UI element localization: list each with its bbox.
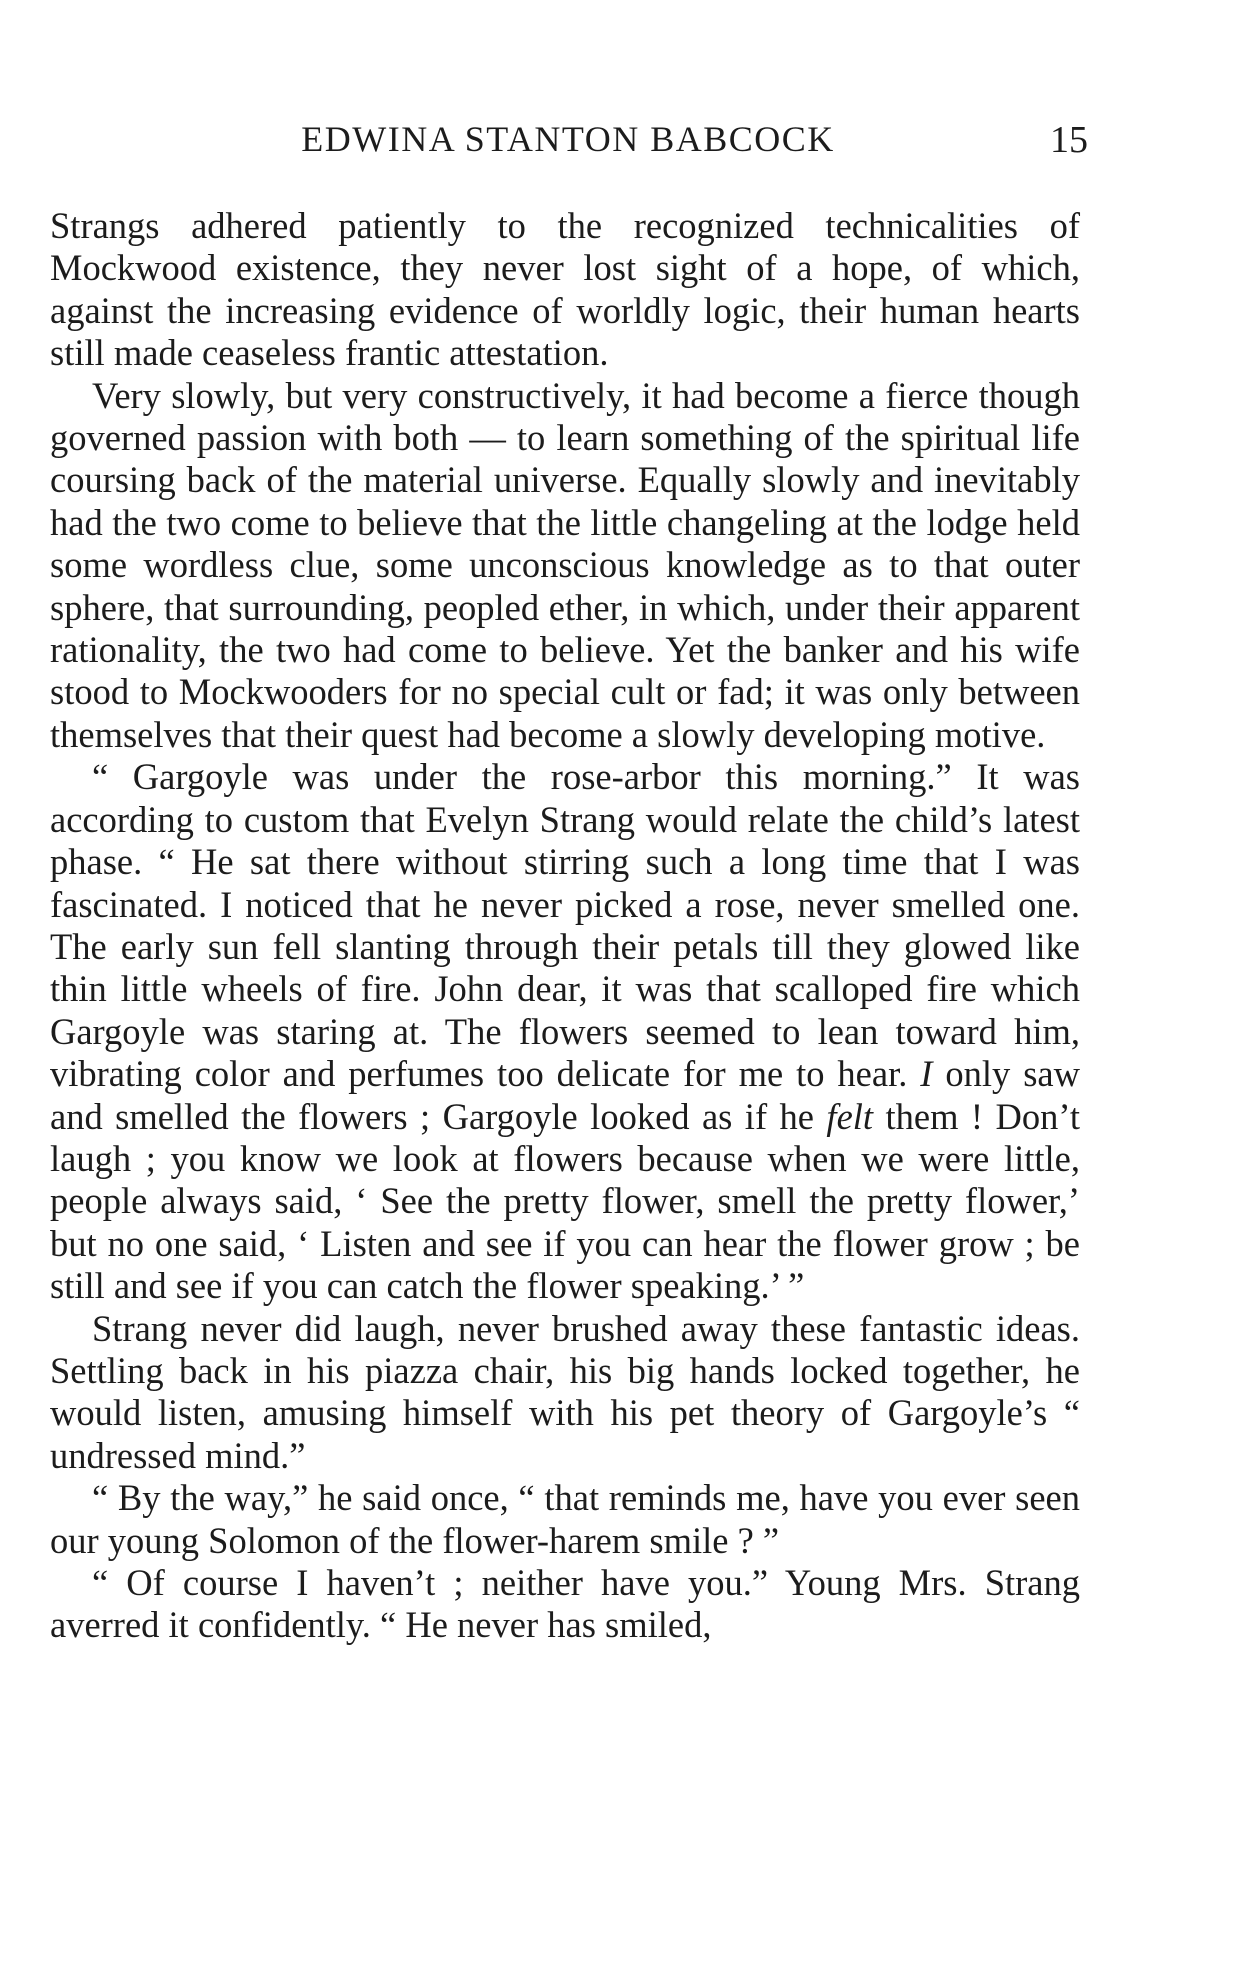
paragraph-text: “ By the way,” he said once, “ that reminds me, have you ever seen our young Solomon of the flower-harem smile ? ”	[50, 1477, 1080, 1561]
paragraph	[50, 1308, 1080, 1478]
paragraph	[50, 205, 1080, 375]
paragraph-text: Very slowly, but very constructively, it had become a fierce though governed passion with both — to learn something of the spiritual life coursing back of the material universe. Equally slowly and inevitably had the two come to believe that the little changeling at the lodge held some wordless clue, some unconscious knowledge as to that outer sphere, that surrounding, peopled ether, in which, under their apparent rationality, the two had come to believe. Yet the banker and his wife stood to Mockwooders for no special cult or fad; it was only between themselves that their quest had become a slowly developing motive.	[50, 374, 1080, 755]
body-text	[50, 205, 1080, 1647]
paragraph-text: “ Gargoyle was under the rose-arbor this morning.” It was according to custom that Evelyn Strang would relate the child’s latest phase. “ He sat there without stirring such a long time that I was fascinated. I noticed that he never picked a rose, never smelled one. The early sun fell slanting through their petals till they glowed like thin little wheels of fire. John dear, it was that scalloped fire which Gargoyle was staring at. The flowers seemed to lean toward him, vibrating color and perfumes too delicate for me to hear.	[50, 756, 1080, 1095]
italic-text: felt	[826, 1095, 874, 1137]
paragraph	[50, 1562, 1080, 1647]
paragraph-text: Strang never did laugh, never brushed away these fantastic ideas. Settling back in his piazza chair, his big hands locked together, he would listen, amusing himself with his pet theory of Gargoyle’s “ undressed mind.”	[50, 1307, 1080, 1476]
running-head-title: EDWINA STANTON BABCOCK	[301, 119, 835, 159]
page-number: 15	[1050, 119, 1088, 161]
paragraph	[50, 1477, 1080, 1562]
paragraph-text: “ Of course I haven’t ; neither have you.” Young Mrs. Strang averred it confidently. “ He never has smiled,	[50, 1562, 1080, 1646]
paragraph-text: only saw and smelled the flowers ; Gargoyle looked as if he	[50, 1053, 1080, 1137]
running-head	[48, 118, 1088, 168]
paragraph-text: them ! Don’t laugh ; you know we look at flowers because when we were little, people always said, ‘ See the pretty flower, smell the pretty flower,’ but no one said, ‘ Listen and see if you can hear the flower grow ; be still and see if you can catch the flower speaking.’ ”	[50, 1095, 1080, 1307]
paragraph	[50, 375, 1080, 757]
paragraph	[50, 756, 1080, 1307]
paragraph-text: Strangs adhered patiently to the recognized technicalities of Mockwood existence, they never lost sight of a hope, of which, against the increasing evidence of worldly logic, their human hearts still made ceaseless frantic attestation.	[50, 205, 1080, 374]
italic-text: I	[920, 1053, 933, 1095]
